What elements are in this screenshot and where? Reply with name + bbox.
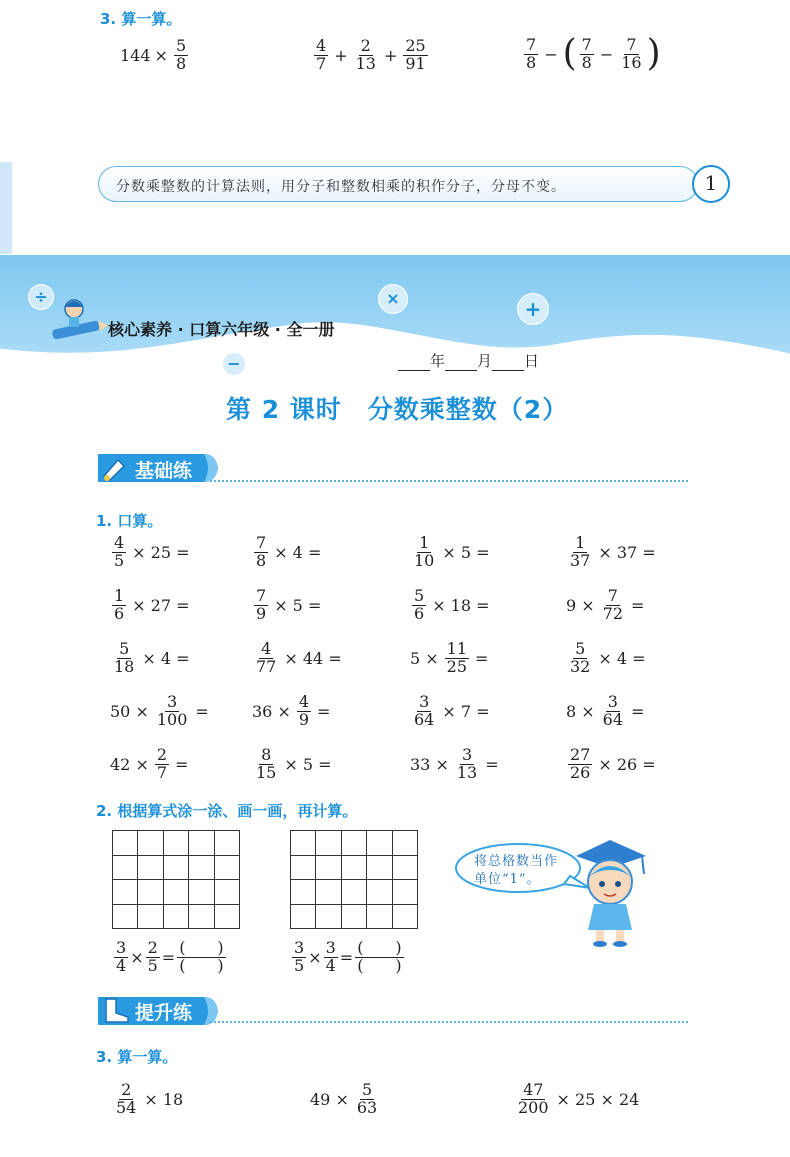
calc-suffix: × 5 = xyxy=(284,754,332,774)
fraction xyxy=(601,588,625,623)
calc-suffix: × 5 = xyxy=(442,542,490,562)
numerator: 7 xyxy=(256,533,267,552)
calc-suffix: × 25 = xyxy=(132,542,190,562)
calc-prefix: 9 × xyxy=(566,595,595,615)
numerator: 3 xyxy=(419,692,430,711)
calc-suffix: × 44 = xyxy=(284,648,342,668)
fraction xyxy=(412,694,436,729)
calc-suffix: = xyxy=(631,701,645,721)
calc-suffix: = xyxy=(631,595,645,615)
sidebar-strip xyxy=(0,162,12,254)
oral-calc-item xyxy=(252,535,325,570)
fraction xyxy=(254,641,278,676)
fraction xyxy=(112,641,136,676)
adv-expr-3: $\frac{47}{200}$ × 25 × 24 xyxy=(518,1080,640,1117)
calc-prefix: 5 × xyxy=(410,648,439,668)
numerator: 27 xyxy=(570,745,591,764)
book-title: 核心素养 · 口算六年级 · 全一册 xyxy=(108,320,335,339)
oral-calc-item xyxy=(252,747,336,782)
denominator: 32 xyxy=(570,656,591,676)
oral-calc-item xyxy=(410,747,503,782)
numerator: 11 xyxy=(446,639,468,658)
numerator: 7 xyxy=(256,586,267,605)
fraction xyxy=(412,535,436,570)
date-line: 年 月 日 xyxy=(398,350,539,371)
fraction xyxy=(568,535,592,570)
numerator: 5 xyxy=(119,639,130,658)
boot-icon xyxy=(98,995,132,1025)
oral-calc-item xyxy=(110,535,194,570)
oral-calc-item xyxy=(110,694,213,729)
oral-calc-item xyxy=(410,535,494,570)
denominator: 13 xyxy=(456,762,478,782)
calc-suffix: × 18 = xyxy=(432,595,490,615)
oral-calc-item xyxy=(566,588,648,623)
numerator: 4 xyxy=(261,639,272,658)
answer-blank-1[interactable]: $\frac{( )}{( )}$ xyxy=(179,938,224,975)
speech-line-1: 将总格数当作 xyxy=(474,854,559,869)
oral-calc-item xyxy=(566,641,650,676)
oral-calc-item xyxy=(110,588,194,623)
cartoon-girl-icon xyxy=(566,838,650,948)
denominator: 10 xyxy=(414,550,435,570)
numerator: 2 xyxy=(156,745,168,764)
adv-expr-2: 49 × $\frac{5}{63}$ xyxy=(310,1080,378,1117)
fraction xyxy=(112,588,126,623)
multiply-bubble-icon: × xyxy=(378,284,408,314)
numerator: 8 xyxy=(261,745,272,764)
oral-calc-item xyxy=(252,694,334,729)
fraction xyxy=(601,694,625,729)
denominator: 64 xyxy=(602,709,624,729)
denominator: 26 xyxy=(570,762,591,782)
numerator: 1 xyxy=(114,586,125,605)
numerator: 1 xyxy=(575,533,586,552)
fraction xyxy=(254,588,268,623)
q3-title: 3. 算一算。 xyxy=(96,1048,178,1066)
answer-blank-2[interactable]: $\frac{( )}{( )}$ xyxy=(357,938,402,975)
basic-dotted-line xyxy=(210,480,688,482)
oral-calc-item xyxy=(110,747,192,782)
grid-expr-1: $\frac{3}{4}$ × $\frac{2}{5}$ = $\frac{( )}{( )}$ xyxy=(116,938,224,975)
numerator: 1 xyxy=(419,533,430,552)
numerator: 3 xyxy=(607,692,618,711)
minus-bubble-icon: − xyxy=(222,352,246,376)
fraction xyxy=(412,588,426,623)
drawing-grid-1[interactable] xyxy=(112,830,240,929)
calc-suffix: × 4 = xyxy=(598,648,646,668)
pencil-kid-icon xyxy=(48,295,108,345)
denominator: 100 xyxy=(156,709,188,729)
calc-suffix: × 5 = xyxy=(274,595,322,615)
denominator: 6 xyxy=(114,603,125,623)
numerator: 4 xyxy=(298,692,310,711)
lesson-title: 第 2 课时 分数乘整数（2） xyxy=(226,395,569,424)
calc-prefix: 36 × xyxy=(252,701,291,721)
numerator: 3 xyxy=(167,692,178,711)
calc-suffix: = xyxy=(475,648,489,668)
denominator: 77 xyxy=(256,656,277,676)
adv-expr-1: $\frac{2}{54}$ × 18 xyxy=(116,1080,184,1117)
numerator: 5 xyxy=(414,586,425,605)
fraction xyxy=(254,747,278,782)
top-question-title: 3. 算一算。 xyxy=(100,10,182,28)
oral-calc-item xyxy=(252,588,325,623)
denominator: 72 xyxy=(602,603,624,623)
advanced-section-label: 提升练 xyxy=(135,1002,193,1024)
drawing-grid-2[interactable] xyxy=(290,830,418,929)
calc-prefix: 42 × xyxy=(110,754,149,774)
fraction xyxy=(568,747,592,782)
calc-suffix: × 7 = xyxy=(442,701,490,721)
advanced-dotted-line xyxy=(210,1021,688,1023)
fraction xyxy=(155,694,190,729)
numerator: 3 xyxy=(461,745,473,764)
denominator: 37 xyxy=(570,550,591,570)
page-number: 1 xyxy=(692,165,730,203)
plus-bubble-icon: + xyxy=(517,293,549,325)
denominator: 25 xyxy=(446,656,468,676)
calc-suffix: = xyxy=(195,701,209,721)
top-expr-3: $\frac{7}{8}$ − ( $\frac{7}{8}$ − $\frac{7}{16}$ ) xyxy=(526,33,661,74)
denominator: 5 xyxy=(114,550,125,570)
bell-icon xyxy=(96,452,130,484)
calc-suffix: = xyxy=(175,754,189,774)
numerator: 5 xyxy=(575,639,586,658)
oral-calc-item xyxy=(410,694,494,729)
oral-calc-item xyxy=(566,694,648,729)
denominator: 64 xyxy=(414,709,435,729)
rule-text: 分数乘整数的计算法则，用分子和整数相乘的积作分子，分母不变。 xyxy=(116,179,566,195)
denominator: 8 xyxy=(256,550,267,570)
fraction xyxy=(455,747,479,782)
calc-suffix: × 37 = xyxy=(598,542,656,562)
fraction xyxy=(254,535,268,570)
denominator: 6 xyxy=(414,603,425,623)
denominator: 9 xyxy=(256,603,267,623)
denominator: 7 xyxy=(156,762,168,782)
calc-suffix: × 26 = xyxy=(598,754,656,774)
oral-calc-item xyxy=(410,588,494,623)
top-expr-1: 144 × $\frac{5}{8}$ xyxy=(120,36,187,73)
calc-suffix: = xyxy=(485,754,499,774)
oral-calc-item xyxy=(566,747,660,782)
numerator: 7 xyxy=(607,586,618,605)
fraction xyxy=(445,641,469,676)
denominator: 15 xyxy=(256,762,277,782)
fraction xyxy=(112,535,126,570)
divide-bubble-icon: ÷ xyxy=(28,284,54,310)
calc-prefix: 33 × xyxy=(410,754,449,774)
fraction xyxy=(155,747,169,782)
oral-calc-item xyxy=(110,641,194,676)
speech-line-2: 单位“1”。 xyxy=(474,872,541,887)
denominator: 18 xyxy=(114,656,135,676)
calc-suffix: × 4 = xyxy=(274,542,322,562)
numerator: 4 xyxy=(114,533,125,552)
fraction xyxy=(297,694,311,729)
basic-section-label: 基础练 xyxy=(135,460,193,482)
calc-prefix: 8 × xyxy=(566,701,595,721)
top-expr-2: $\frac{4}{7}$ + $\frac{2}{13}$ + $\frac{25}{91}$ xyxy=(316,36,426,73)
q1-title: 1. 口算。 xyxy=(96,512,163,530)
oral-calc-item xyxy=(252,641,346,676)
calc-prefix: 50 × xyxy=(110,701,149,721)
denominator: 9 xyxy=(298,709,310,729)
grid-expr-2: $\frac{3}{5}$ × $\frac{3}{4}$ = $\frac{( )}{( )}$ xyxy=(294,938,402,975)
fraction xyxy=(568,641,592,676)
q2-title: 2. 根据算式涂一涂、画一画，再计算。 xyxy=(96,802,358,820)
calc-suffix: = xyxy=(317,701,331,721)
calc-suffix: × 27 = xyxy=(132,595,190,615)
calc-suffix: × 4 = xyxy=(142,648,190,668)
oral-calc-item xyxy=(566,535,660,570)
oral-calc-item xyxy=(410,641,492,676)
